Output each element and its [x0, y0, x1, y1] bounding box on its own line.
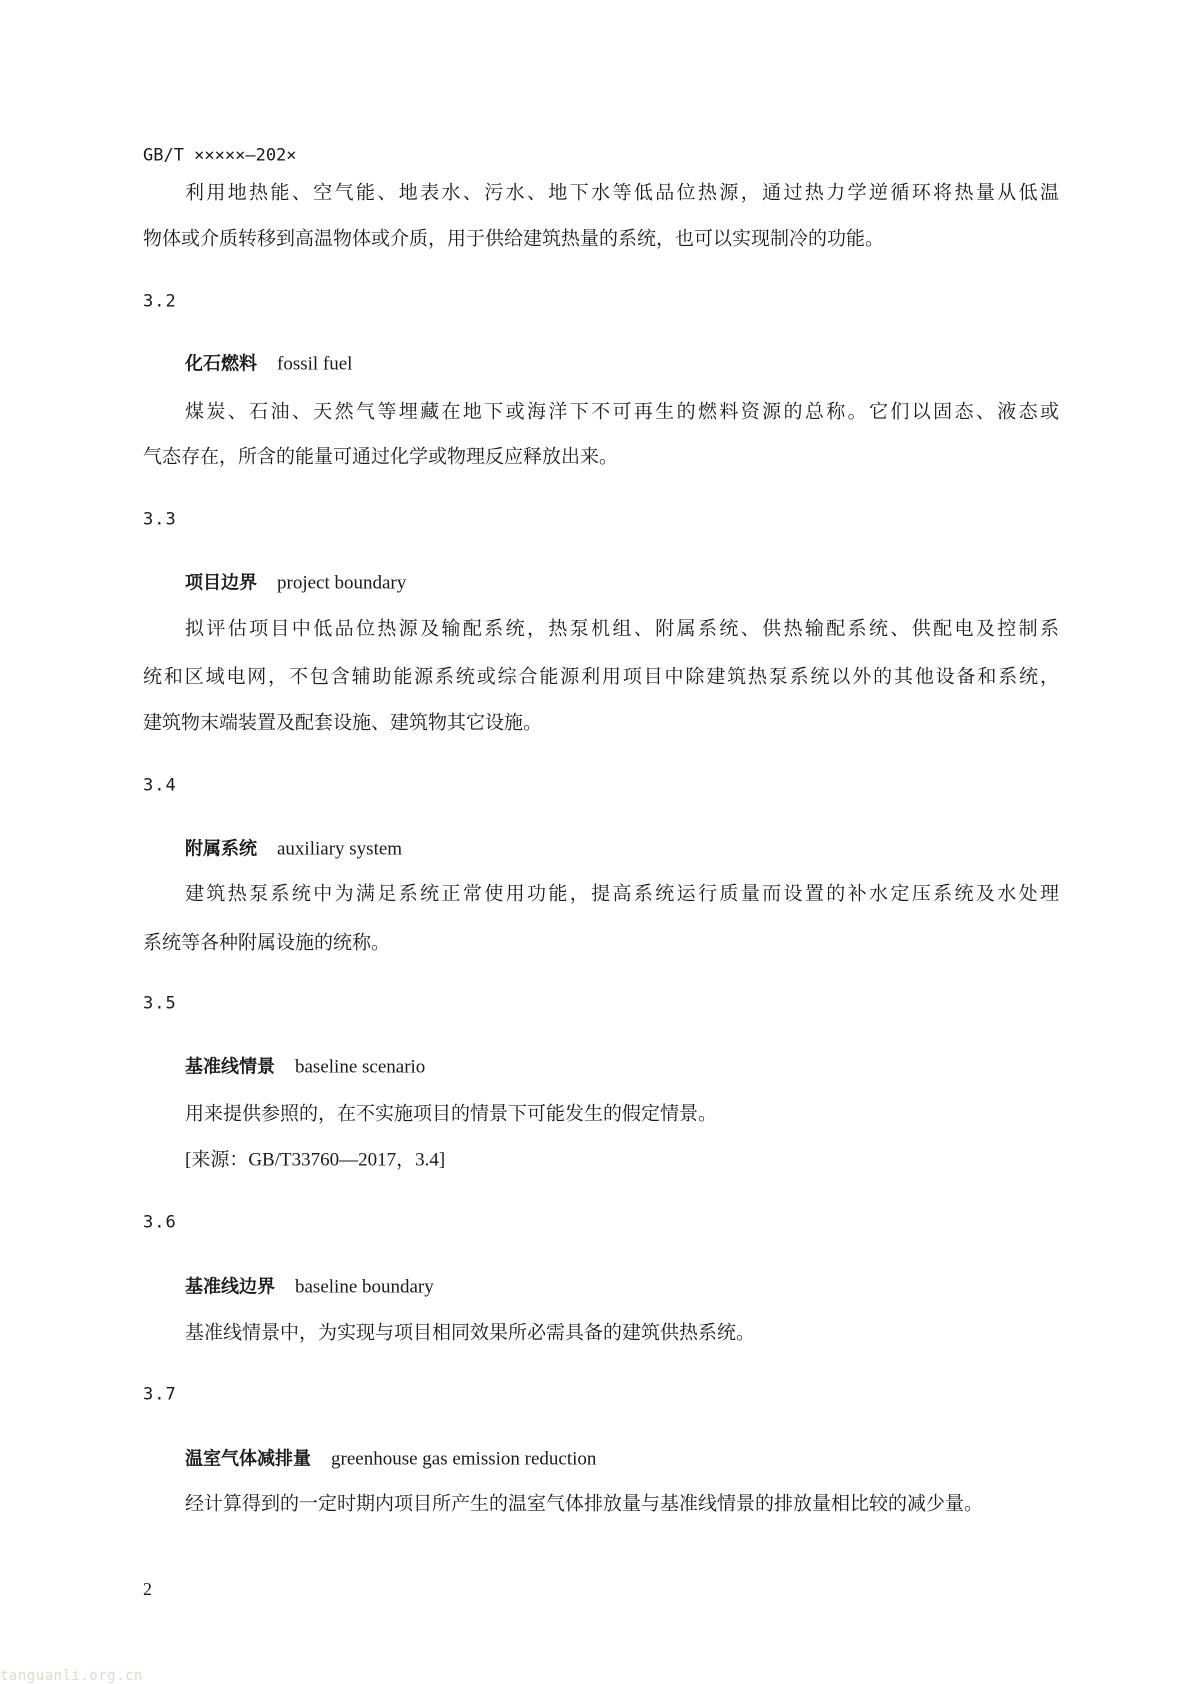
clause-number-3-2: 3.2: [143, 291, 177, 312]
definition-line: 系统等各种附属设施的统称。: [143, 931, 391, 954]
definition-line: 气态存在，所含的能量可通过化学或物理反应释放出来。: [143, 445, 619, 468]
definition-line: 基准线情景中，为实现与项目相同效果所必需具备的建筑供热系统。: [185, 1321, 756, 1344]
intro-line-1: 利用地热能、空气能、地表水、污水、地下水等低品位热源，通过热力学逆循环将热量从低温: [185, 181, 1059, 204]
term-en: auxiliary system: [277, 838, 403, 860]
source-note: [来源：GB/T33760—2017，3.4]: [185, 1149, 446, 1171]
definition-line: 煤炭、石油、天然气等埋藏在地下或海洋下不可再生的燃料资源的总称。它们以固态、液态或: [185, 400, 1059, 423]
clause-number-3-4: 3.4: [143, 775, 177, 796]
watermark: tanguanli.org.cn: [0, 1668, 143, 1684]
definition-line: 拟评估项目中低品位热源及输配系统，热泵机组、附属系统、供热输配系统、供配电及控制系: [185, 617, 1059, 640]
definition-line: 建筑热泵系统中为满足系统正常使用功能，提高系统运行质量而设置的补水定压系统及水处理: [185, 882, 1059, 905]
definition-line: 统和区域电网，不包含辅助能源系统或综合能源利用项目中除建筑热泵系统以外的其他设备和系统，: [143, 665, 1059, 688]
definition-line: 建筑物末端装置及配套设施、建筑物其它设施。: [143, 711, 543, 734]
term-en: baseline boundary: [295, 1276, 434, 1298]
clause-number-3-7: 3.7: [143, 1384, 177, 1405]
term-heading-3-4: [185, 840, 402, 859]
definition-line: 经计算得到的一定时期内项目所产生的温室气体排放量与基准线情景的排放量相比较的减少量。: [185, 1492, 984, 1515]
term-en: project boundary: [277, 572, 407, 594]
term-cn: 化石燃料: [185, 353, 257, 375]
intro-line-2: 物体或介质转移到高温物体或介质，用于供给建筑热量的系统，也可以实现制冷的功能。: [143, 227, 885, 250]
standard-code-header: GB/T ×××××—202×: [143, 145, 297, 166]
term-cn: 附属系统: [185, 838, 257, 860]
term-en: greenhouse gas emission reduction: [331, 1448, 597, 1470]
term-en: baseline scenario: [295, 1056, 426, 1078]
term-heading-3-5: [185, 1058, 425, 1077]
clause-number-3-6: 3.6: [143, 1212, 177, 1233]
clause-number-3-3: 3.3: [143, 509, 177, 530]
term-cn: 项目边界: [185, 572, 257, 594]
term-heading-3-2: [185, 355, 352, 374]
term-heading-3-7: [185, 1450, 596, 1469]
term-heading-3-3: [185, 574, 406, 593]
definition-line: 用来提供参照的，在不实施项目的情景下可能发生的假定情景。: [185, 1102, 718, 1125]
term-cn: 温室气体减排量: [185, 1448, 311, 1470]
term-cn: 基准线边界: [185, 1276, 275, 1298]
page-number: 2: [143, 1579, 152, 1599]
term-cn: 基准线情景: [185, 1056, 275, 1078]
clause-number-3-5: 3.5: [143, 993, 177, 1014]
term-en: fossil fuel: [277, 353, 353, 375]
term-heading-3-6: [185, 1278, 434, 1297]
